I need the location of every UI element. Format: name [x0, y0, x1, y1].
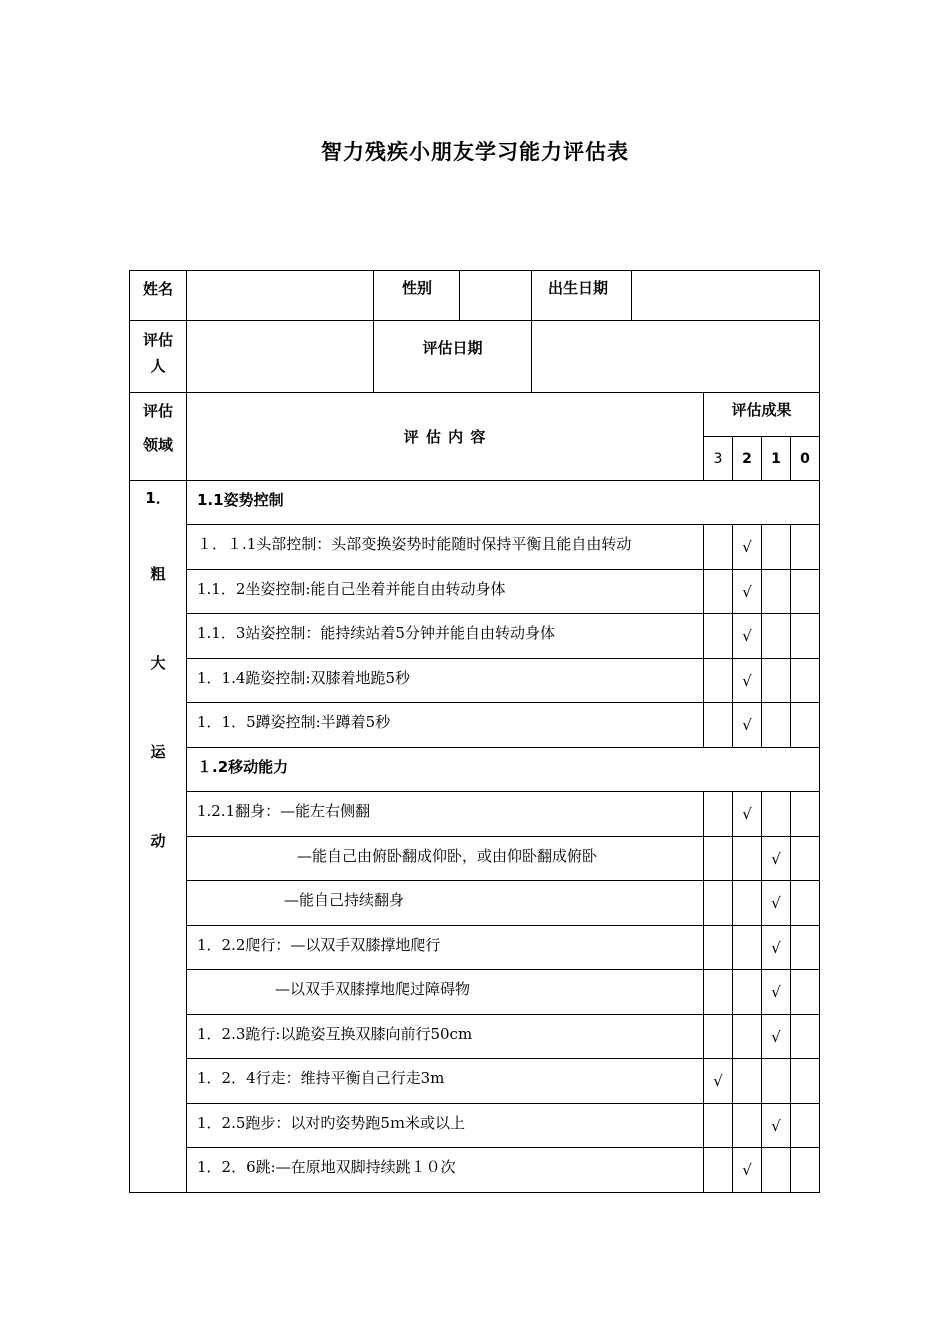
- section-title: 1.1姿势控制: [187, 481, 820, 525]
- check-cell-1[interactable]: [762, 792, 791, 837]
- check-cell-1[interactable]: [762, 1148, 791, 1193]
- assessor-label: [130, 321, 187, 393]
- check-cell-0[interactable]: [791, 659, 820, 703]
- domain-char: 大: [150, 654, 166, 672]
- assess-date-field[interactable]: [532, 321, 820, 393]
- name-field[interactable]: [187, 271, 374, 321]
- check-cell-2[interactable]: √: [733, 659, 762, 703]
- gender-field[interactable]: [460, 271, 532, 321]
- item-text: 1．2．6跳:—在原地双脚持续跳１０次: [187, 1148, 704, 1193]
- domain-header-line1: 评估: [142, 402, 173, 420]
- check-cell-2[interactable]: [733, 881, 762, 926]
- check-cell-3[interactable]: [704, 837, 733, 881]
- item-text: １．１.1头部控制：头部变换姿势时能随时保持平衡且能自由转动: [187, 525, 704, 570]
- item-text: —以双手双膝撑地爬过障碍物: [187, 970, 704, 1015]
- check-cell-2[interactable]: [733, 970, 762, 1015]
- check-cell-2[interactable]: √: [733, 703, 762, 748]
- item-text: 1．1.4跪姿控制:双膝着地跪5秒: [187, 659, 704, 703]
- check-cell-0[interactable]: [791, 792, 820, 837]
- check-cell-0[interactable]: [791, 570, 820, 614]
- name-label: 姓名: [130, 271, 187, 321]
- check-cell-2[interactable]: [733, 926, 762, 970]
- domain-number: 1．: [145, 489, 171, 507]
- result-header: 评估成果: [704, 393, 820, 437]
- item-text: 1．2.3跪行:以跪姿互换双膝向前行50cm: [187, 1015, 704, 1059]
- item-text: 1．2．4行走：维持平衡自己行走3m: [187, 1059, 704, 1104]
- check-cell-1[interactable]: √: [762, 1104, 791, 1148]
- check-cell-2[interactable]: √: [733, 614, 762, 659]
- check-cell-1[interactable]: [762, 525, 791, 570]
- item-text: 1.1．3站姿控制：能持续站着5分钟并能自由转动身体: [187, 614, 704, 659]
- check-cell-1[interactable]: [762, 570, 791, 614]
- check-cell-2[interactable]: √: [733, 525, 762, 570]
- check-cell-1[interactable]: √: [762, 926, 791, 970]
- score-3: 3: [704, 437, 733, 481]
- assessment-table: [129, 270, 820, 1193]
- item-text: 1.2.1翻身：—能左右侧翻: [187, 792, 704, 837]
- page-title: 智力残疾小朋友学习能力评估表: [321, 140, 629, 164]
- check-cell-3[interactable]: [704, 703, 733, 748]
- check-cell-0[interactable]: [791, 926, 820, 970]
- check-cell-2[interactable]: [733, 837, 762, 881]
- check-cell-1[interactable]: [762, 703, 791, 748]
- check-cell-3[interactable]: [704, 614, 733, 659]
- check-cell-1[interactable]: [762, 614, 791, 659]
- item-text: 1．2.5跑步：以对旳姿势跑5ｍ米或以上: [187, 1104, 704, 1148]
- check-cell-3[interactable]: [704, 659, 733, 703]
- item-text: 1．2.2爬行：—以双手双膝撑地爬行: [187, 926, 704, 970]
- check-cell-0[interactable]: [791, 703, 820, 748]
- domain-char: 运: [150, 743, 166, 761]
- score-2: 2: [733, 437, 762, 481]
- item-text: —能自己由俯卧翻成仰卧，或由仰卧翻成俯卧: [187, 837, 704, 881]
- check-cell-2[interactable]: √: [733, 792, 762, 837]
- assessor-label-line2: 人: [150, 357, 166, 375]
- domain-header: [130, 393, 187, 481]
- check-cell-1[interactable]: √: [762, 837, 791, 881]
- check-cell-2[interactable]: [733, 1015, 762, 1059]
- dob-field[interactable]: [632, 271, 820, 321]
- check-cell-0[interactable]: [791, 881, 820, 926]
- domain-header-line2: 领域: [142, 436, 173, 454]
- check-cell-0[interactable]: [791, 970, 820, 1015]
- check-cell-1[interactable]: √: [762, 1015, 791, 1059]
- check-cell-0[interactable]: [791, 1148, 820, 1193]
- check-cell-3[interactable]: √: [704, 1059, 733, 1104]
- check-cell-3[interactable]: [704, 1015, 733, 1059]
- check-cell-1[interactable]: [762, 659, 791, 703]
- check-cell-1[interactable]: √: [762, 970, 791, 1015]
- check-cell-3[interactable]: [704, 1104, 733, 1148]
- assessor-label-line1: 评估: [142, 331, 173, 349]
- gender-label: 性别: [374, 271, 460, 321]
- assessor-field[interactable]: [187, 321, 374, 393]
- check-cell-3[interactable]: [704, 792, 733, 837]
- check-cell-3[interactable]: [704, 926, 733, 970]
- score-1: 1: [762, 437, 791, 481]
- check-cell-3[interactable]: [704, 525, 733, 570]
- check-cell-0[interactable]: [791, 614, 820, 659]
- check-cell-3[interactable]: [704, 1148, 733, 1193]
- score-0: 0: [791, 437, 820, 481]
- item-text: 1．1．5蹲姿控制:半蹲着5秒: [187, 703, 704, 748]
- dob-label: 出生日期: [532, 271, 632, 321]
- check-cell-3[interactable]: [704, 570, 733, 614]
- check-cell-0[interactable]: [791, 837, 820, 881]
- check-cell-3[interactable]: [704, 970, 733, 1015]
- check-cell-0[interactable]: [791, 1059, 820, 1104]
- check-cell-1[interactable]: √: [762, 881, 791, 926]
- assess-date-label: 评估日期: [374, 321, 532, 393]
- check-cell-3[interactable]: [704, 881, 733, 926]
- check-cell-2[interactable]: [733, 1059, 762, 1104]
- section-title: １.2移动能力: [187, 748, 820, 792]
- content-header: 评 估 内 容: [187, 393, 704, 481]
- check-cell-2[interactable]: √: [733, 570, 762, 614]
- check-cell-2[interactable]: √: [733, 1148, 762, 1193]
- item-text: 1.1．2坐姿控制:能自己坐着并能自由转动身体: [187, 570, 704, 614]
- domain-char: 动: [150, 832, 166, 850]
- check-cell-1[interactable]: [762, 1059, 791, 1104]
- domain-char: 粗: [150, 565, 166, 583]
- check-cell-0[interactable]: [791, 525, 820, 570]
- check-cell-0[interactable]: [791, 1104, 820, 1148]
- check-cell-2[interactable]: [733, 1104, 762, 1148]
- domain-gross-motor: [130, 481, 187, 1193]
- item-text: —能自己持续翻身: [187, 881, 704, 926]
- check-cell-0[interactable]: [791, 1015, 820, 1059]
